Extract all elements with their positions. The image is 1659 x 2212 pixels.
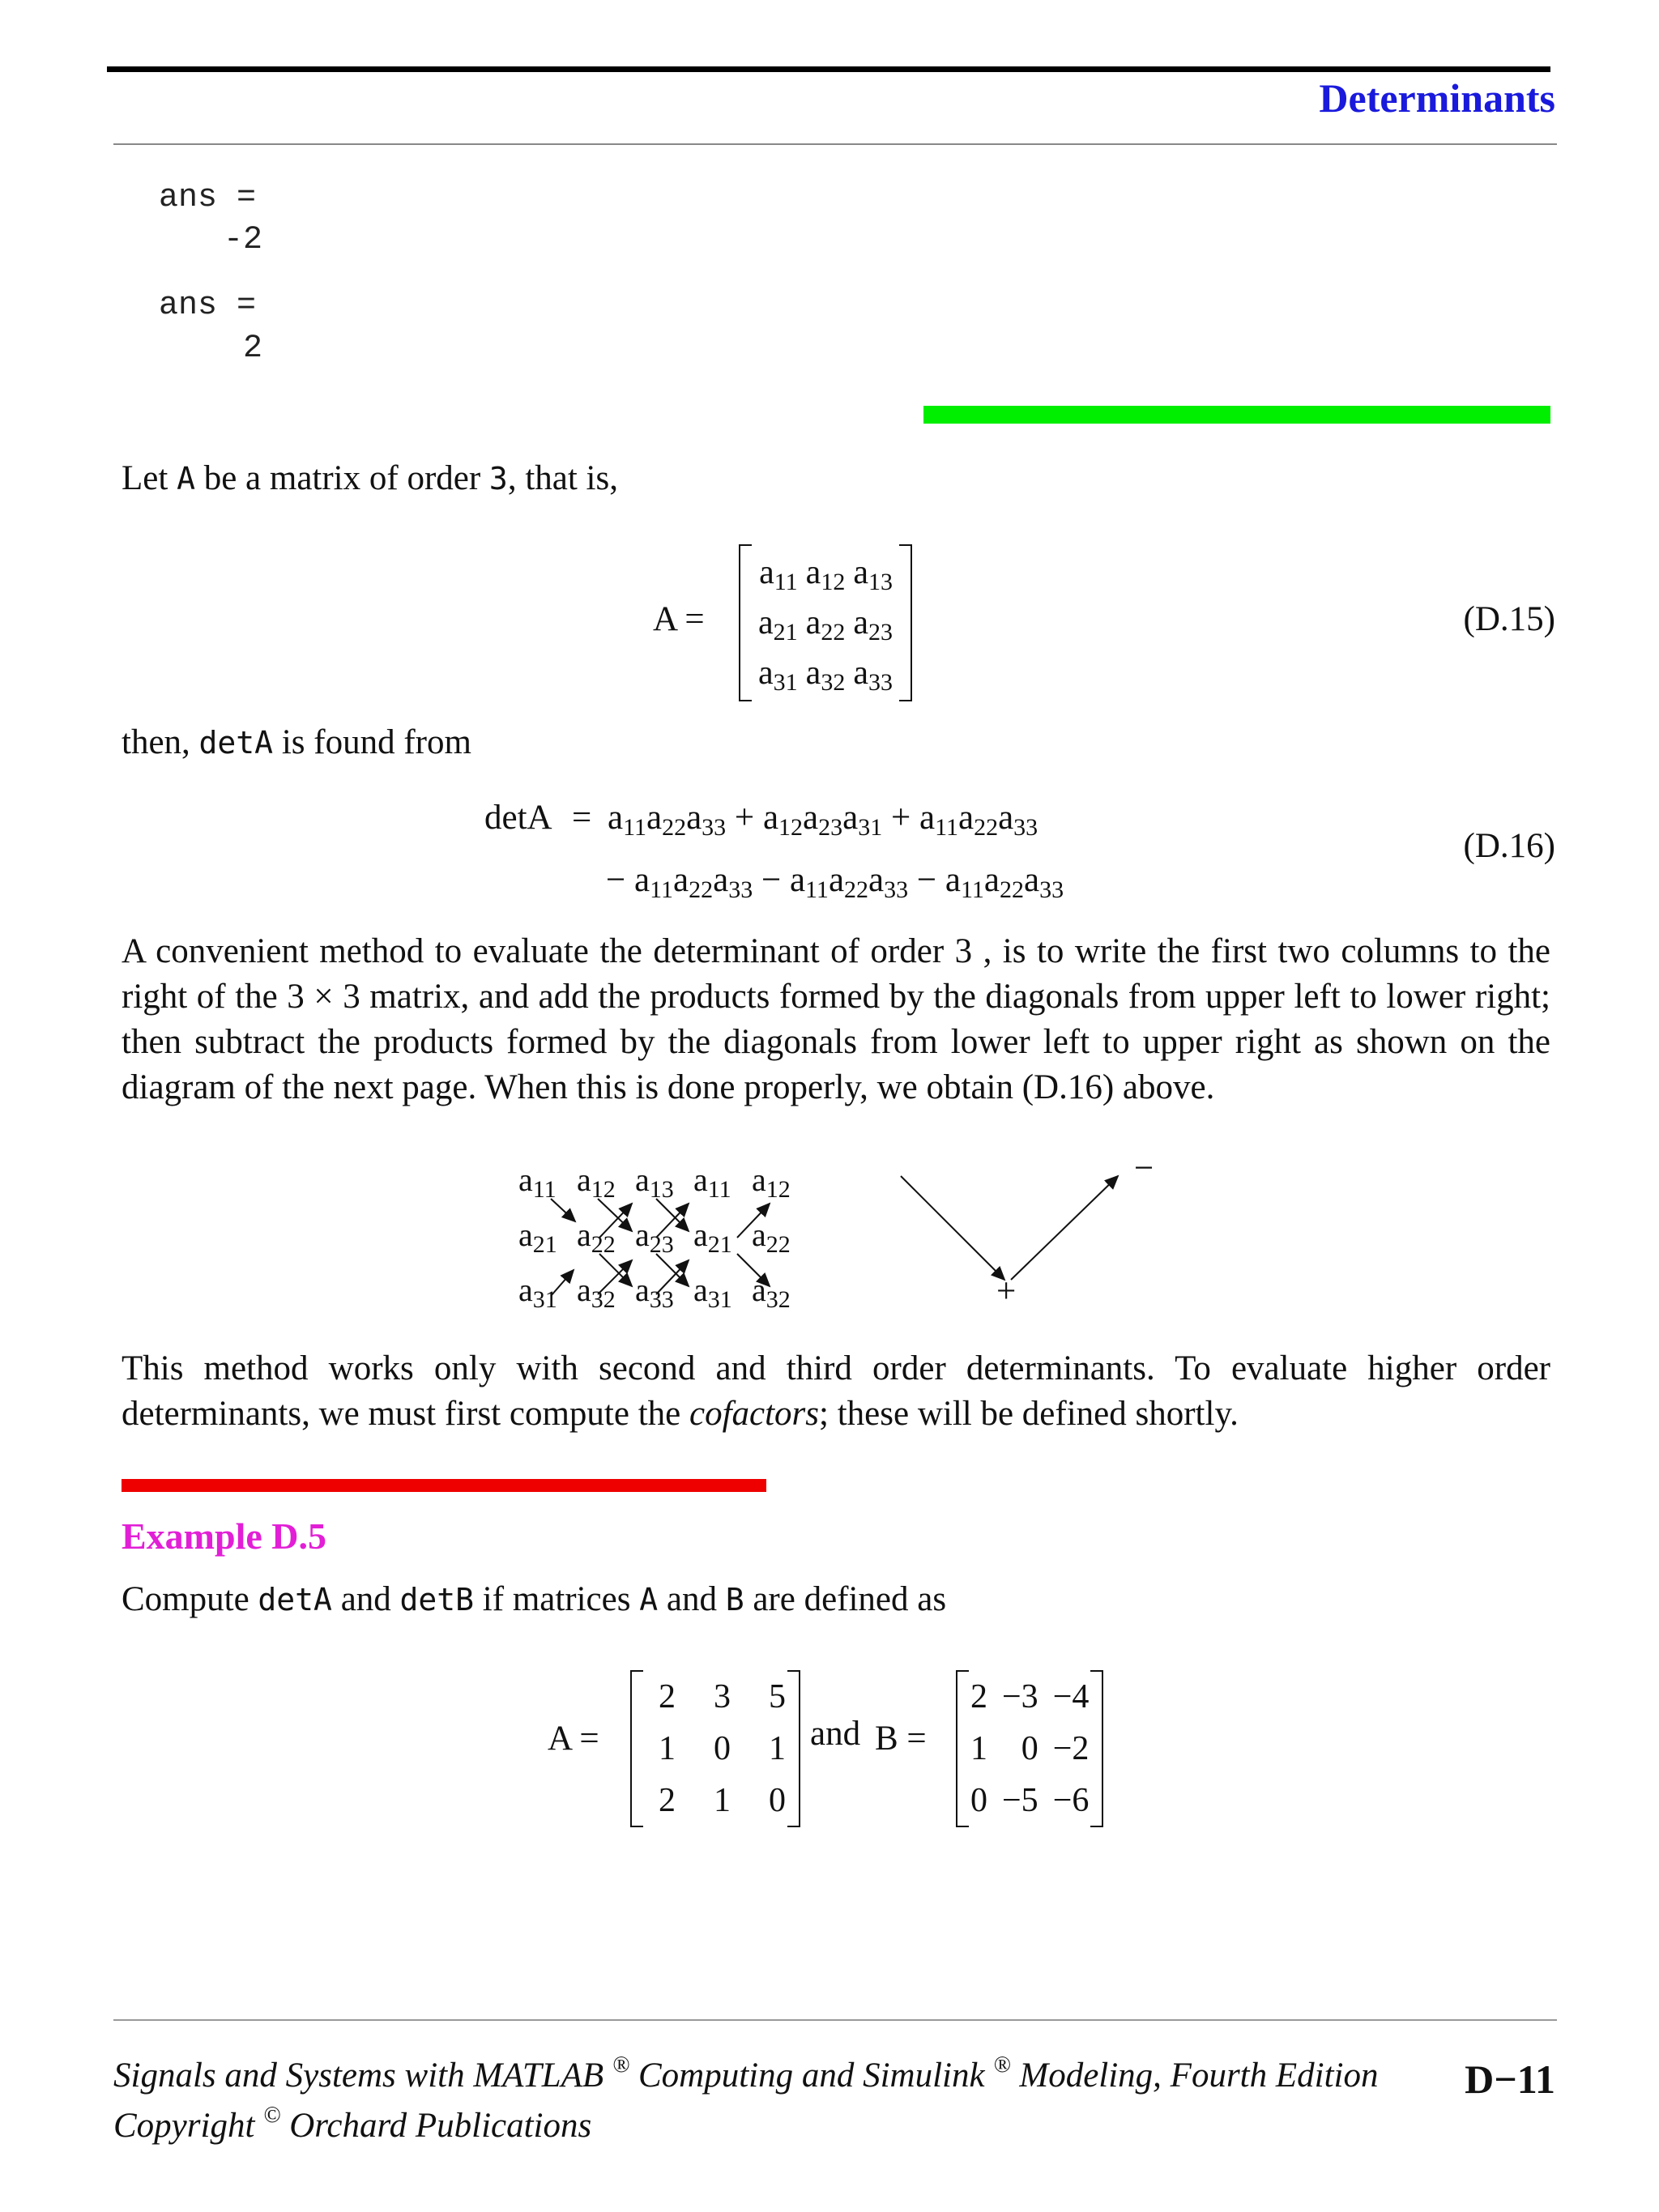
element-subscript: 22 <box>662 814 687 841</box>
element-base: a <box>577 1272 591 1308</box>
matrix-element: $a_{21}$ <box>758 604 798 646</box>
eq16-number: (D.16) <box>1463 827 1555 865</box>
operator: − <box>606 861 635 899</box>
matrix-entry: 3 <box>714 1678 731 1715</box>
element-subscript: 22 <box>591 1231 616 1258</box>
diagram-element <box>635 1213 689 1257</box>
element-base: a <box>828 861 845 899</box>
example-start-bar <box>122 1479 766 1492</box>
element-subscript: 23 <box>818 814 843 841</box>
element-subscript: 33 <box>702 814 727 841</box>
diagram-element <box>577 1268 630 1312</box>
element-base: a <box>752 1217 766 1253</box>
top-rule <box>107 66 1550 72</box>
and-text: and <box>810 1715 861 1753</box>
element-base: a <box>646 799 663 837</box>
element-base: a <box>789 861 806 899</box>
element-base: a <box>957 799 975 837</box>
element-base: a <box>919 799 936 837</box>
diagram-element <box>752 1158 805 1202</box>
element-base: a <box>842 799 859 837</box>
diagram-elements <box>518 1158 805 1312</box>
diagram-element <box>752 1268 805 1312</box>
element-subscript: 31 <box>707 1286 732 1313</box>
element-base: a <box>983 861 1000 899</box>
minus-sign: − <box>1134 1149 1154 1187</box>
element-base: a <box>577 1161 591 1198</box>
element-subscript: 12 <box>766 1176 791 1203</box>
then-line: then, detA is found from <box>122 723 471 761</box>
paragraph-method: A convenient method to evaluate the determinant of order 3 , is to write the first two columns to the right of the 3 × 3 matrix, and add the products formed by the diagonals from upper left to lower right; then subtract the products formed by the diagonals from lower left to upper right as shown on the diagram of the next page. When this is done properly, we obtain (D.16) above. <box>122 932 1550 1106</box>
element-base: a <box>635 1217 650 1253</box>
element-subscript: 33 <box>728 876 753 903</box>
element-base: a <box>634 861 650 899</box>
element-base: a <box>1023 861 1040 899</box>
element-base: a <box>998 799 1014 837</box>
matrix-entry: −2 <box>1052 1730 1090 1767</box>
matrix-element: $a_{13}$ <box>853 554 893 595</box>
intro-line: Let A be a matrix of order 3, that is, <box>122 459 618 497</box>
section-start-bar <box>923 406 1550 424</box>
matrix-entry: 2 <box>659 1678 676 1715</box>
matrix-entry: 0 <box>970 1782 987 1819</box>
eq16-line-1 <box>608 798 1038 841</box>
matrix-entry: 5 <box>769 1678 786 1715</box>
matrix-entry: −6 <box>1052 1782 1090 1819</box>
code-ans-value-1: -2 <box>224 222 263 258</box>
element-subscript: 22 <box>689 876 714 903</box>
matrix-element: $a_{12}$ <box>805 554 846 595</box>
operator: + <box>726 799 763 837</box>
eq16-line-2 <box>606 860 1064 903</box>
page-number: D−11 <box>1465 2056 1555 2102</box>
matrix-entry: −5 <box>1002 1782 1038 1819</box>
element-subscript: 33 <box>1039 876 1064 903</box>
element-base: a <box>635 1161 650 1198</box>
matrix-entry: 1 <box>769 1730 786 1767</box>
element-subscript: 12 <box>591 1176 616 1203</box>
element-subscript: 11 <box>532 1176 557 1203</box>
matrix-element: $a_{31}$ <box>758 654 798 696</box>
matrix-entry: 1 <box>659 1730 676 1767</box>
diagram-element <box>577 1213 630 1257</box>
element-subscript: 11 <box>623 814 646 841</box>
element-subscript: 22 <box>974 814 999 841</box>
footer-book-title: Signals and Systems with MATLAB ® Computing and Simulink ® Modeling, Fourth Edition <box>113 2052 1379 2095</box>
matrix-entry: −3 <box>1002 1678 1038 1715</box>
element-subscript: 11 <box>935 814 958 841</box>
diagram-element <box>518 1213 572 1257</box>
diagram-element <box>693 1158 747 1202</box>
element-subscript: 11 <box>805 876 829 903</box>
element-subscript: 32 <box>766 1286 791 1313</box>
matrix-entry: 2 <box>970 1678 987 1715</box>
diagram-element <box>635 1268 689 1312</box>
eq15-number: (D.15) <box>1463 600 1555 638</box>
code-ans-label-2: ans = <box>159 288 257 324</box>
example-title: Example D.5 <box>122 1515 326 1557</box>
diagram-element <box>518 1268 572 1312</box>
matrix-entry: 0 <box>769 1782 786 1819</box>
element-base: a <box>868 861 885 899</box>
element-subscript: 21 <box>532 1231 557 1258</box>
element-subscript: 31 <box>532 1286 557 1313</box>
element-subscript: 33 <box>884 876 909 903</box>
element-subscript: 22 <box>844 876 869 903</box>
element-subscript: 11 <box>960 876 984 903</box>
element-subscript: 22 <box>999 876 1024 903</box>
matrix-entry: 2 <box>659 1782 676 1819</box>
element-subscript: 31 <box>858 814 883 841</box>
matrix-element: $a_{33}$ <box>853 654 893 696</box>
element-base: a <box>577 1217 591 1253</box>
matrix-B-label: B = <box>875 1720 927 1758</box>
element-base: a <box>945 861 961 899</box>
element-base: a <box>693 1161 708 1198</box>
element-base: a <box>752 1272 766 1308</box>
matrix-element: $a_{11}$ <box>759 554 798 595</box>
matrix-element: $a_{32}$ <box>805 654 846 696</box>
code-ans-label-1: ans = <box>159 180 257 216</box>
eq15-matrix <box>739 544 912 701</box>
element-base: a <box>762 799 779 837</box>
element-base: a <box>713 861 729 899</box>
element-base: a <box>518 1272 533 1308</box>
matrix-entry: 1 <box>970 1730 987 1767</box>
diagram-element <box>635 1158 689 1202</box>
matrix-entry: −4 <box>1052 1678 1090 1715</box>
element-base: a <box>673 861 689 899</box>
footer-rule <box>113 2019 1557 2021</box>
element-base: a <box>803 799 819 837</box>
element-subscript: 32 <box>591 1286 616 1313</box>
matrix-element: $a_{23}$ <box>853 604 893 646</box>
matrix-A <box>630 1670 800 1827</box>
element-subscript: 33 <box>1013 814 1038 841</box>
diagram-element <box>577 1158 630 1202</box>
eq15-lhs: A = <box>653 600 705 638</box>
code-ans-value-2: 2 <box>243 330 263 367</box>
element-base: a <box>686 799 702 837</box>
running-header-title: Determinants <box>1319 75 1555 121</box>
element-base: a <box>635 1272 650 1308</box>
eq16-equals: = <box>572 799 592 837</box>
matrix-A-label: A = <box>548 1720 599 1758</box>
plus-sign: + <box>996 1272 1017 1311</box>
element-subscript: 22 <box>766 1231 791 1258</box>
element-subscript: 21 <box>707 1231 732 1258</box>
operator: − <box>753 861 790 899</box>
matrix-entry: 1 <box>714 1782 731 1819</box>
diagram-element <box>693 1268 747 1312</box>
element-subscript: 11 <box>707 1176 731 1203</box>
element-subscript: 11 <box>650 876 673 903</box>
matrix-entry: 0 <box>714 1730 731 1767</box>
element-base: a <box>752 1161 766 1198</box>
matrix-entry: 0 <box>1021 1730 1038 1767</box>
element-base: a <box>518 1217 533 1253</box>
diagram-element <box>693 1213 747 1257</box>
operator: − <box>908 861 945 899</box>
element-subscript: 13 <box>649 1176 674 1203</box>
element-subscript: 23 <box>649 1231 674 1258</box>
diagram-element <box>518 1158 572 1202</box>
header-rule <box>113 143 1557 145</box>
element-base: a <box>693 1217 708 1253</box>
matrix-element: $a_{22}$ <box>805 604 846 646</box>
example-statement: Compute detA and detB if matrices A and B are defined as <box>122 1580 947 1618</box>
element-base: a <box>518 1161 533 1198</box>
diagram-element <box>752 1213 805 1257</box>
paragraph-higher-order: This method works only with second and third order determinants. To evaluate higher order determinants, we must first compute the cofactors; these will be defined shortly. <box>122 1349 1550 1433</box>
element-subscript: 33 <box>649 1286 674 1313</box>
operator: + <box>882 799 919 837</box>
eq16-lhs: detA <box>484 799 552 837</box>
element-base: a <box>608 799 624 837</box>
footer-copyright: Copyright © Orchard Publications <box>113 2103 592 2145</box>
element-base: a <box>693 1272 708 1308</box>
element-subscript: 12 <box>778 814 804 841</box>
matrix-B <box>956 1670 1103 1827</box>
